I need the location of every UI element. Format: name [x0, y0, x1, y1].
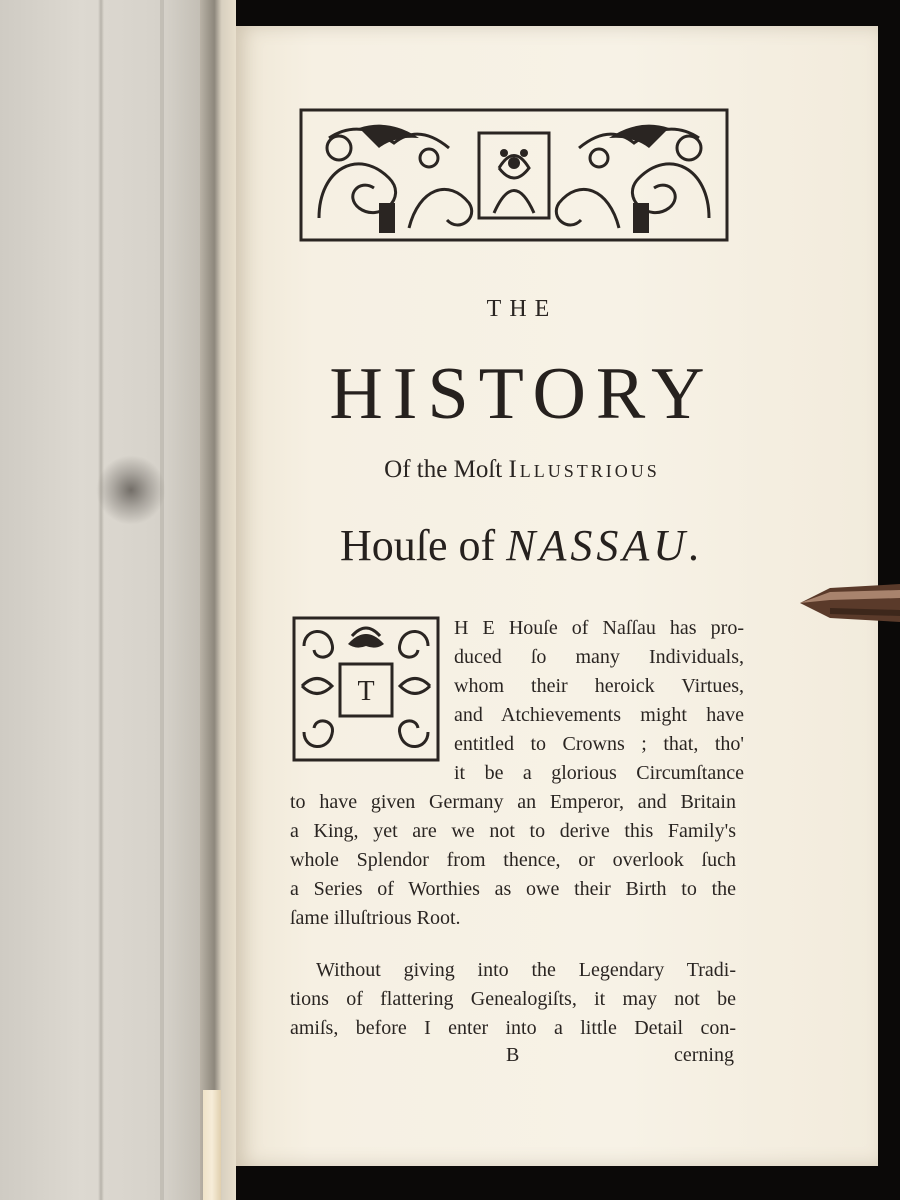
house-title	[236, 520, 808, 571]
paragraph-1-wrapped	[454, 614, 744, 788]
catchword: cerning	[674, 1044, 734, 1066]
text-line: entitled to Crowns ; that, tho'	[454, 733, 744, 755]
title-history: HISTORY	[329, 353, 715, 435]
left-page	[0, 0, 232, 1200]
text-line: to have given Germany an Emperor, and Britain	[290, 791, 736, 813]
page-edges	[203, 1090, 221, 1200]
text-line: ſame illuſtrious Root.	[290, 907, 461, 929]
text-line: whole Splendor from thence, or overlook ſuch	[290, 849, 736, 871]
text-line: tions of flattering Genealogiſts, it may not be	[290, 988, 736, 1010]
right-page	[236, 26, 878, 1166]
subtitle-prefix: Of the Moſt	[384, 456, 503, 483]
text-line: duced ſo many Individuals,	[454, 646, 744, 668]
dropcap-letter: T	[357, 676, 375, 707]
book-gutter	[200, 0, 236, 1200]
paragraph-2	[290, 956, 736, 1043]
text-line: amiſs, before I enter into a little Detail con-	[290, 1017, 736, 1039]
subtitle-smallcaps: Illustrious	[508, 456, 660, 483]
page-crease	[160, 0, 164, 1200]
text-line: a Series of Worthies as owe their Birth to the	[290, 878, 736, 900]
ornamental-headpiece-icon	[299, 108, 729, 242]
paragraph-1-continued	[290, 788, 736, 933]
text-line: and Atchievements might have	[454, 704, 744, 726]
text-line: Without giving into the Legendary Tradi-	[316, 959, 736, 981]
page-pointer-icon	[800, 578, 900, 628]
text-line: H E Houſe of Naſſau has pro-	[454, 617, 744, 639]
title-the: THE	[486, 296, 558, 322]
house-name: NASSAU.	[506, 521, 705, 570]
ink-smudge	[96, 455, 166, 525]
text-line: whom their heroick Virtues,	[454, 675, 744, 697]
house-prefix: Houſe of	[339, 521, 496, 570]
page-crease	[98, 0, 104, 1200]
text-line: a King, yet are we not to derive this Family's	[290, 820, 736, 842]
text-line: it be a glorious Circumſtance	[454, 762, 744, 784]
decorated-initial-icon	[292, 616, 440, 762]
signature-mark: B	[506, 1044, 520, 1066]
subtitle	[236, 456, 808, 484]
